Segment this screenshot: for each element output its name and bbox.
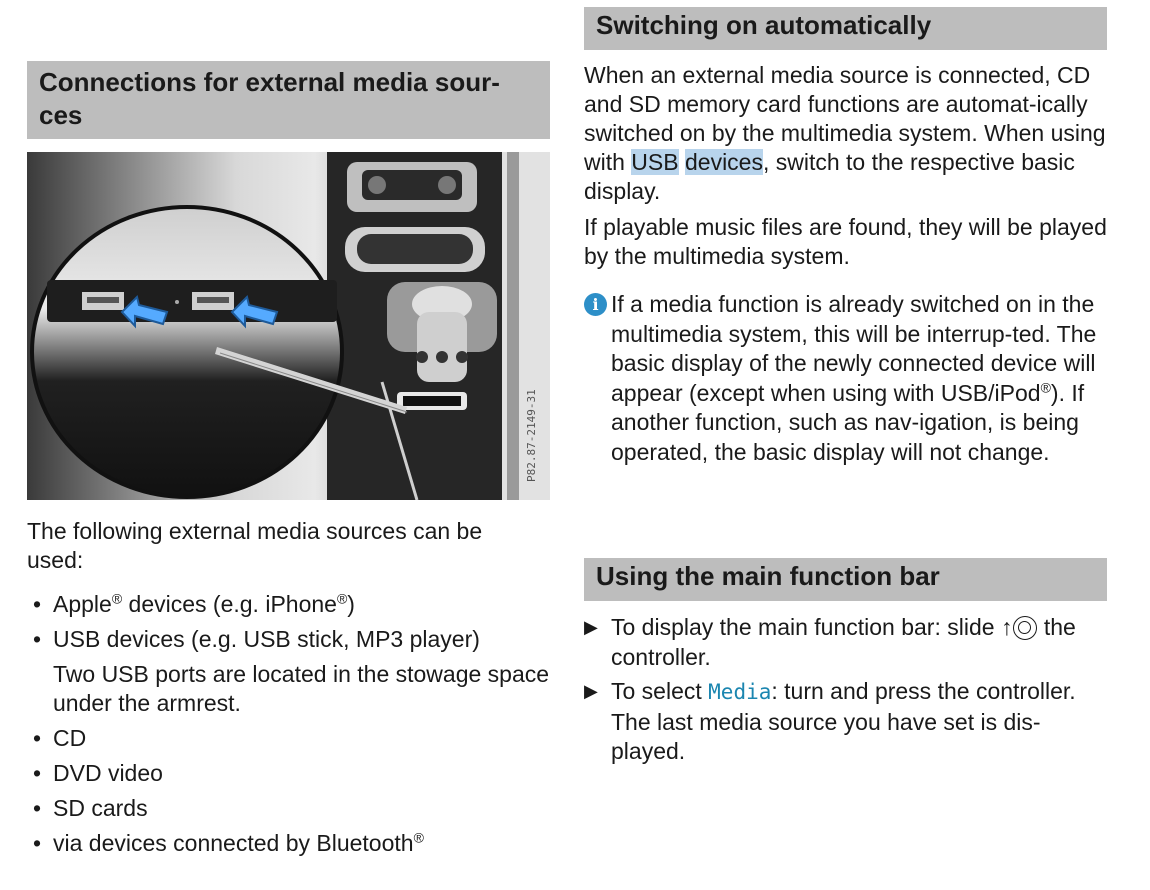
section-heading-function-bar: Using the main function bar (584, 558, 1107, 601)
list-item: • Apple® devices (e.g. iPhone®) (33, 590, 355, 617)
console-usb-photo (27, 152, 550, 500)
section-heading-connections (27, 61, 550, 139)
step-arrow-icon: ▶ (584, 681, 598, 701)
step-item: ▶ To select Media: turn and press the controller. The last media source you have set is dis-played. (584, 678, 1076, 764)
list-item: • SD cards (33, 795, 148, 821)
intro-text: The following external media sources can be used: (27, 518, 483, 573)
list-item: • CD (33, 725, 87, 751)
info-icon: i (584, 293, 607, 316)
switching-paragraph-2: If playable music files are found, they will be played by the multimedia system. (584, 214, 1107, 269)
controller-icon (1013, 616, 1037, 640)
heading-text: Connections for external media sour- ces (39, 67, 500, 130)
function-bar-steps (584, 613, 1108, 772)
section-heading-switching: Switching on automatically (584, 7, 1107, 50)
list-item: • USB devices (e.g. USB stick, MP3 player) Two USB ports are located in the stowage space under the armrest. (33, 626, 550, 716)
devices-link[interactable]: devices (684, 149, 763, 175)
media-source-list (27, 590, 550, 864)
usb-ports-note: Two USB ports are located in the stowage space under the armrest. (53, 661, 550, 716)
svg-text:P82.87-2149-31: P82.87-2149-31 (525, 389, 538, 482)
info-note: i If a media function is already switched on in the multimedia system, this will be interrup-ted. The basic display of the newly connected device will appear (except when using with USB/iPod®). If another function, such as nav-igation, is being operated, the basic display will not change. (584, 290, 1135, 467)
switching-paragraph-1: When an external media source is connected, CD and SD memory card functions are automat-ically switched on by the multimedia system. When using with USB devices, switch to the respective basic display. (584, 62, 1106, 204)
step-arrow-icon: ▶ (584, 617, 598, 637)
media-menu-label: Media (708, 680, 772, 704)
slide-up-icon: ↑ (1000, 614, 1013, 640)
step-item: ▶ To display the main function bar: slide ↑ the controller. (584, 614, 1076, 670)
console-illustration (27, 152, 550, 500)
usb-link[interactable]: USB (631, 149, 679, 175)
list-item: • DVD video (33, 760, 163, 786)
list-item: • via devices connected by Bluetooth® (33, 829, 424, 856)
